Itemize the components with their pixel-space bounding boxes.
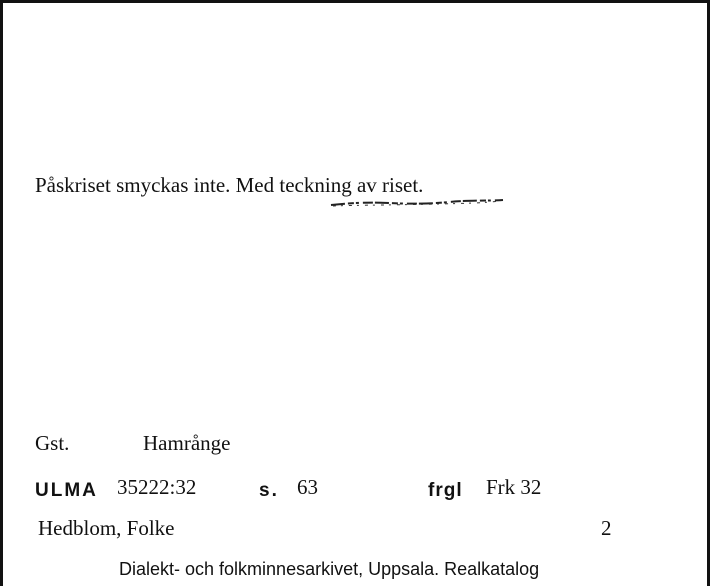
handwritten-underline xyxy=(329,196,505,210)
card-number: 2 xyxy=(601,516,612,540)
informant-name: Hedblom, Folke xyxy=(38,516,175,540)
page-label: s. xyxy=(259,480,279,501)
archive-footer: Dialekt- och folkminnesarkivet, Uppsala. Realkatalog xyxy=(119,559,540,579)
questionnaire-label: frgl xyxy=(428,480,463,501)
archive-label: ULMA xyxy=(35,480,98,501)
page-number: 63 xyxy=(297,475,318,499)
place-value: Hamrånge xyxy=(143,431,231,455)
questionnaire-value: Frk 32 xyxy=(486,475,542,499)
place-label: Gst. xyxy=(35,431,70,455)
archive-number: 35222:32 xyxy=(117,475,197,499)
card-description: Påskriset smyckas inte. Med teckning av riset. xyxy=(35,173,424,197)
